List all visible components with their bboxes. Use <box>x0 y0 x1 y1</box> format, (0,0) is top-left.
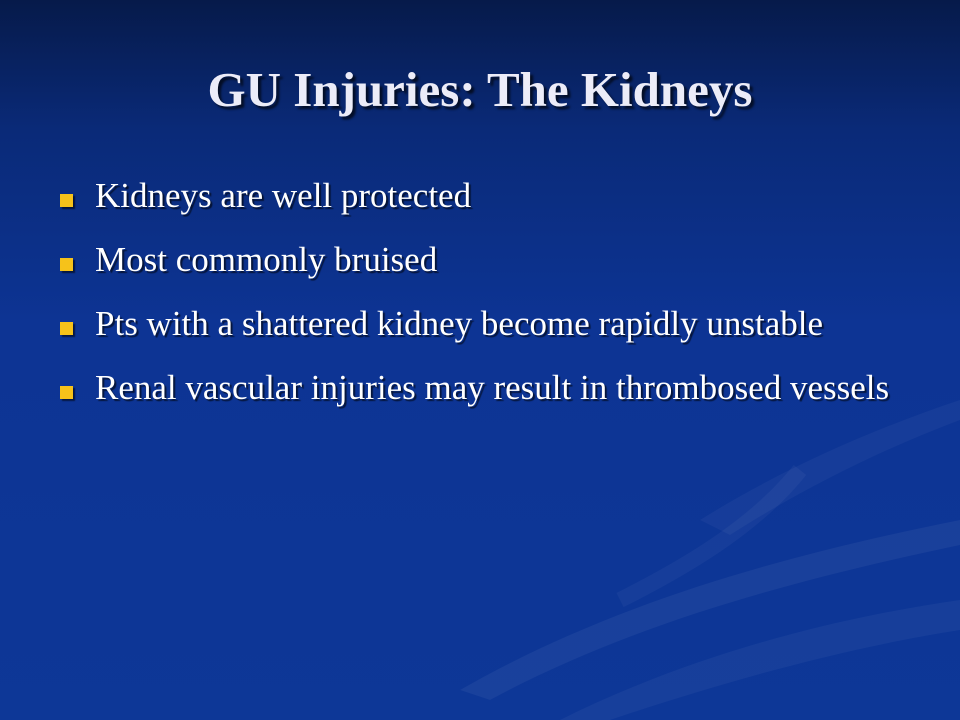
bullet-text: Most commonly bruised <box>95 240 438 279</box>
bullet-square-icon <box>60 258 73 271</box>
bullet-item <box>60 176 920 216</box>
bullet-item <box>60 240 920 280</box>
bullet-text: Pts with a shattered kidney become rapidly unstable <box>95 304 824 343</box>
bullet-item <box>60 368 920 408</box>
bullet-square-icon <box>60 322 73 335</box>
bullet-square-icon <box>60 386 73 399</box>
bullet-square-icon <box>60 194 73 207</box>
slide-title: GU Injuries: The Kidneys <box>207 62 753 117</box>
bullet-text: Kidneys are well protected <box>95 176 472 215</box>
bullet-list <box>60 176 920 432</box>
bullet-item <box>60 304 920 344</box>
bullet-text: Renal vascular injuries may result in thrombosed vessels <box>95 368 890 407</box>
